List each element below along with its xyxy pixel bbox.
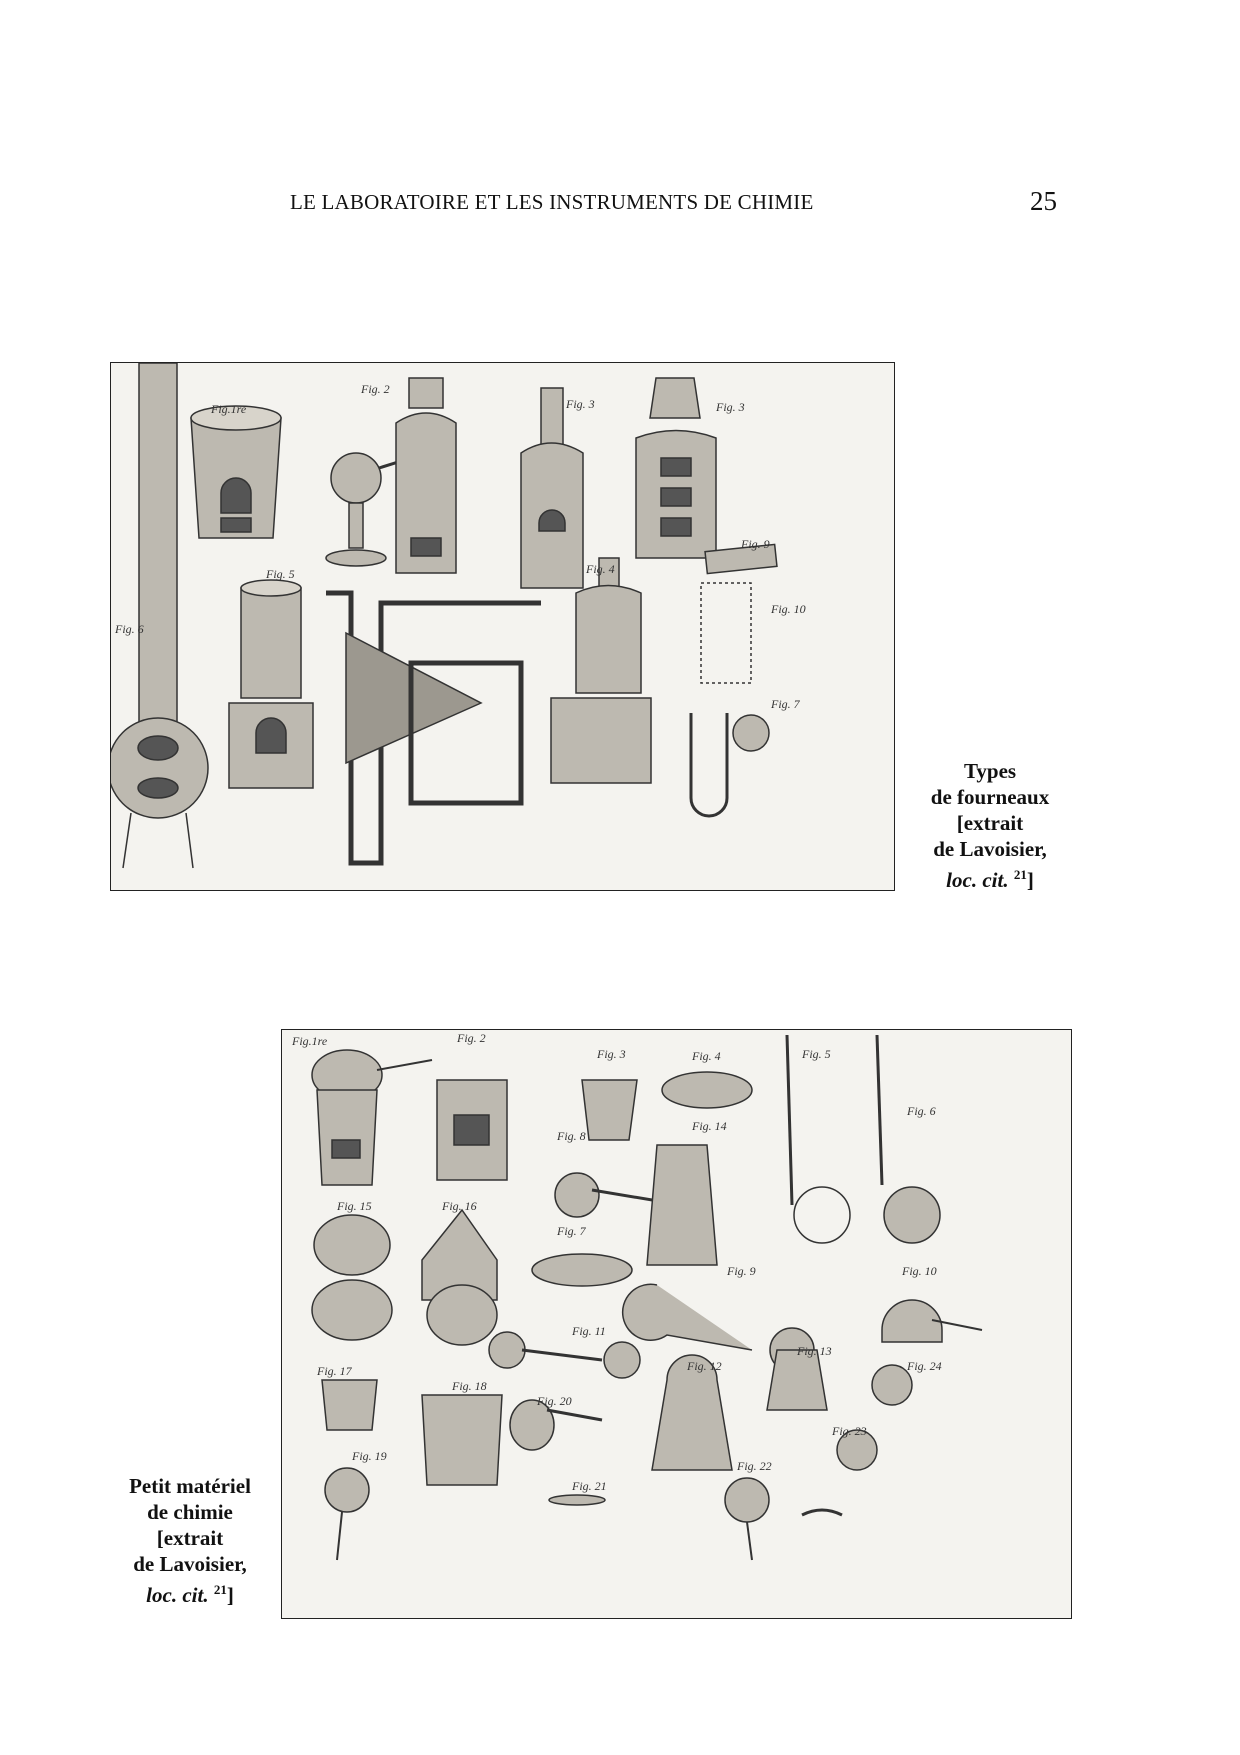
fig-label-24: Fig. 24 <box>907 1359 942 1373</box>
caption-citation: loc. cit. <box>946 868 1009 892</box>
caption-line: [extrait <box>956 811 1024 835</box>
fig-label-17: Fig. 17 <box>317 1364 352 1378</box>
fig-label-21: Fig. 21 <box>572 1479 607 1493</box>
fig-label-13: Fig. 13 <box>797 1344 832 1358</box>
fig-label-23: Fig. 23 <box>832 1424 867 1438</box>
furnace-plate-image <box>110 362 895 891</box>
fig-label-20: Fig. 20 <box>537 1394 572 1408</box>
fig-label-1: Fig.1re <box>211 402 247 416</box>
furnace-caption <box>905 758 1075 893</box>
fig-label-9: Fig. 9 <box>727 1264 756 1278</box>
caption-closing: ] <box>1026 868 1034 892</box>
fig-label-16: Fig. 16 <box>442 1199 477 1213</box>
fig-label-9: Fig. 9 <box>741 537 770 551</box>
fig-label-10: Fig. 10 <box>902 1264 937 1278</box>
fig-label-22: Fig. 22 <box>737 1459 772 1473</box>
fig-label-7: Fig. 7 <box>557 1224 586 1238</box>
fig-label-8: Fig. 8 <box>557 1129 586 1143</box>
fig-label-10: Fig. 10 <box>771 602 806 616</box>
caption-citation: loc. cit. <box>146 1583 209 1607</box>
caption-citation-line <box>105 1577 275 1608</box>
caption-line: Petit matériel <box>129 1474 251 1498</box>
fig-label-15: Fig. 15 <box>337 1199 372 1213</box>
fig-label-7: Fig. 7 <box>771 697 800 711</box>
caption-line: de chimie <box>147 1500 233 1524</box>
caption-line: [extrait <box>156 1526 224 1550</box>
fig-label-5: Fig. 5 <box>802 1047 831 1061</box>
caption-line: de Lavoisier, <box>933 837 1047 861</box>
fig-label-4: Fig. 4 <box>692 1049 721 1063</box>
fig-label-5: Fig. 5 <box>266 567 295 581</box>
fig-label-11: Fig. 11 <box>572 1324 606 1338</box>
caption-citation-line <box>905 862 1075 893</box>
fig-label-3b: Fig. 3 <box>716 400 745 414</box>
fig-label-19: Fig. 19 <box>352 1449 387 1463</box>
running-head: LE LABORATOIRE ET LES INSTRUMENTS DE CHIMIE <box>290 190 814 214</box>
fig-label-6: Fig. 6 <box>907 1104 936 1118</box>
fig-label-2: Fig. 2 <box>457 1031 486 1045</box>
fig-label-18: Fig. 18 <box>452 1379 487 1393</box>
caption-ref: 21 <box>213 1582 227 1597</box>
fig-label-4: Fig. 4 <box>586 562 615 576</box>
fig-label-2: Fig. 2 <box>361 382 390 396</box>
fig-label-6: Fig. 6 <box>115 622 144 636</box>
equipment-plate-image <box>281 1029 1072 1619</box>
fig-label-1: Fig.1re <box>292 1034 328 1048</box>
page-number: 25 <box>1030 186 1057 216</box>
caption-closing: ] <box>226 1583 234 1607</box>
fig-label-3: Fig. 3 <box>566 397 595 411</box>
fig-label-3: Fig. 3 <box>597 1047 626 1061</box>
fig-label-12: Fig. 12 <box>687 1359 722 1373</box>
equipment-caption <box>105 1473 275 1608</box>
caption-line: Types <box>963 759 1017 783</box>
fig-label-14: Fig. 14 <box>692 1119 727 1133</box>
caption-line: de fourneaux <box>930 785 1050 809</box>
caption-line: de Lavoisier, <box>133 1552 247 1576</box>
caption-ref: 21 <box>1013 867 1027 882</box>
